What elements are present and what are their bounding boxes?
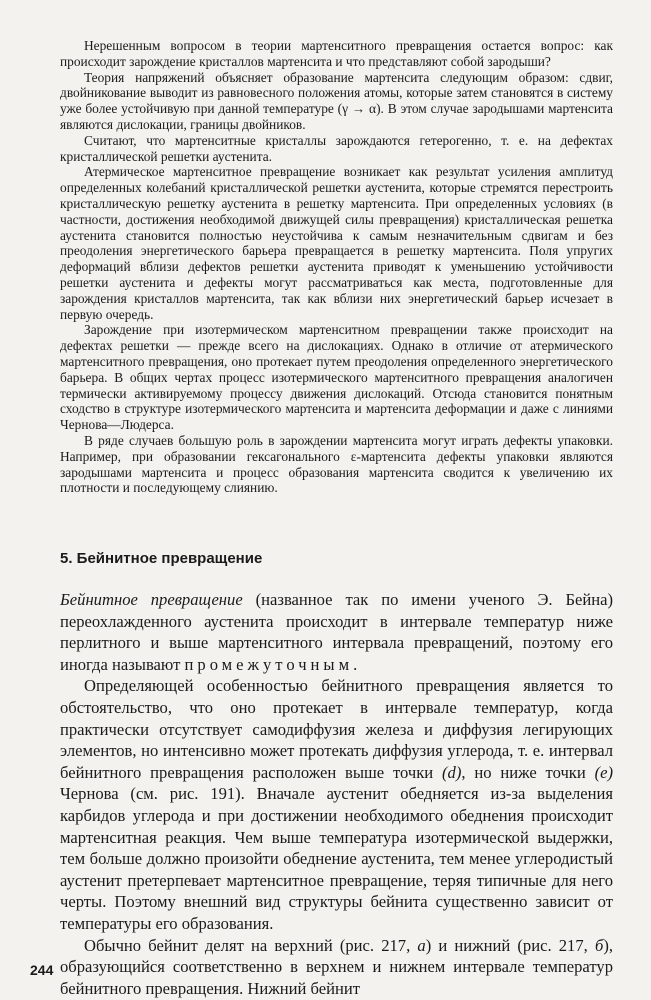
- point-label: (e): [594, 762, 613, 782]
- paragraph: Нерешенным вопросом в теории мартенситного превращения остается вопрос: как происходит зарождение кристаллов мартенсита и что представляют собой зародыши?: [60, 38, 613, 69]
- paragraph-text: (названное так по имени ученого Э. Бейна) переохлажденного аустенита происходит в интервале температур ниже перлитного и выше мартенситного интервала превращений, поэтому его иногда называют: [60, 590, 613, 674]
- paragraph: Атермическое мартенситное превращение возникает как результат усиления амплитуд определенных колебаний кристаллической решетки аустенита, которые стремятся перестроить кристаллическую решетку аустенита в решетку мартенсита. При определенных условиях (в частности, достижения необходимой движущей силы превращения) кристаллическая решетка аустенита становится полностью неустойчива к самым незначительным сдвигам и без преодоления энергетического барьера превращается в решетку мартенсита. Поля упругих деформаций вблизи дефектов решетки аустенита приводят к уменьшению устойчивости решетки аустенита и дефекты могут рассматриваться как места, подготовленные для зарождения кристаллов мартенсита, так как вблизи них энергетический барьер исчезает в первую очередь.: [60, 164, 613, 322]
- paragraph-text: Определяющей особенностью бейнитного превращения является то обстоятельство, что оно протекает в интервале температур, когда практически отсутствует самодиффузия железа и диффузия легирующих элементов, но интенсивно может протекать диффузия углерода, т. е. интервал бейнитного превращения расположен выше точки: [60, 676, 613, 782]
- section-text-block: [60, 589, 613, 999]
- paragraph-text: ) и нижний (рис. 217,: [425, 935, 595, 955]
- paragraph: [60, 675, 613, 934]
- intro-text-block: [60, 38, 613, 496]
- point-label: (d): [442, 762, 462, 782]
- paragraph: Считают, что мартенситные кристаллы зарождаются гетерогенно, т. е. на дефектах кристаллической решетки аустенита.: [60, 132, 613, 164]
- term-italic: Бейнитное превращение: [60, 590, 243, 610]
- figure-ref: а: [417, 935, 426, 955]
- figure-ref: б: [594, 935, 604, 955]
- paragraph-text: ), образующийся соответственно в верхнем и нижнем интервале температур бейнитного превращения. Нижний бейнит: [60, 935, 613, 998]
- paragraph: Теория напряжений объясняет образование мартенсита следующим образом: сдвиг, двойникование выводит из равновесного положения атомы, которые затем становятся в систему уже более устойчивую при данной температуре (γ → α). В этом случае зародышами мартенсита являются дислокации, границы двойников.: [60, 69, 613, 132]
- page-content: [60, 38, 613, 999]
- spaced-word: промежуточным.: [184, 654, 362, 674]
- paragraph-text: , но ниже точки: [461, 762, 595, 782]
- section-heading: 5. Бейнитное превращение: [60, 550, 263, 568]
- paragraph: [60, 589, 613, 675]
- paragraph: [60, 935, 613, 1000]
- paragraph-text: Обычно бейнит делят на верхний (рис. 217,: [84, 935, 418, 955]
- paragraph-text: Чернова (см. рис. 191). Вначале аустенит обедняется из-за выделения карбидов углерода и при достижении необходимого обеднения происходит мартенситная реакция. Чем выше температура изотермической выдержки, тем больше должно произойти обеднение аустенита, тем менее углеродистый аустенит претерпевает мартенситное превращение, теряя типичные для него черты. Поэтому внешний вид структуры бейнита существенно зависит от температуры его образования.: [60, 784, 613, 934]
- page-number: 244: [30, 962, 54, 978]
- paragraph: Зарождение при изотермическом мартенситном превращении также происходит на дефектах решетки — прежде всего на дислокациях. Однако в отличие от атермического мартенситного превращения, оно протекает путем преодоления определенного энергетического барьера. В общих чертах процесс изотермического мартенситного превращения аналогичен термически активируемому процессу движения дислокаций. Отсюда становится понятным сходство в структуре изотермического мартенсита и мартенсита деформации и даже с линиями Чернова—Людерса.: [60, 322, 613, 433]
- paragraph: В ряде случаев большую роль в зарождении мартенсита могут играть дефекты упаковки. Например, при образовании гексагонального ε-мартенсита дефекты упаковки являются зародышами мартенсита и процесс образования мартенсита сводится к увеличению их плотности и последующему слиянию.: [60, 432, 613, 496]
